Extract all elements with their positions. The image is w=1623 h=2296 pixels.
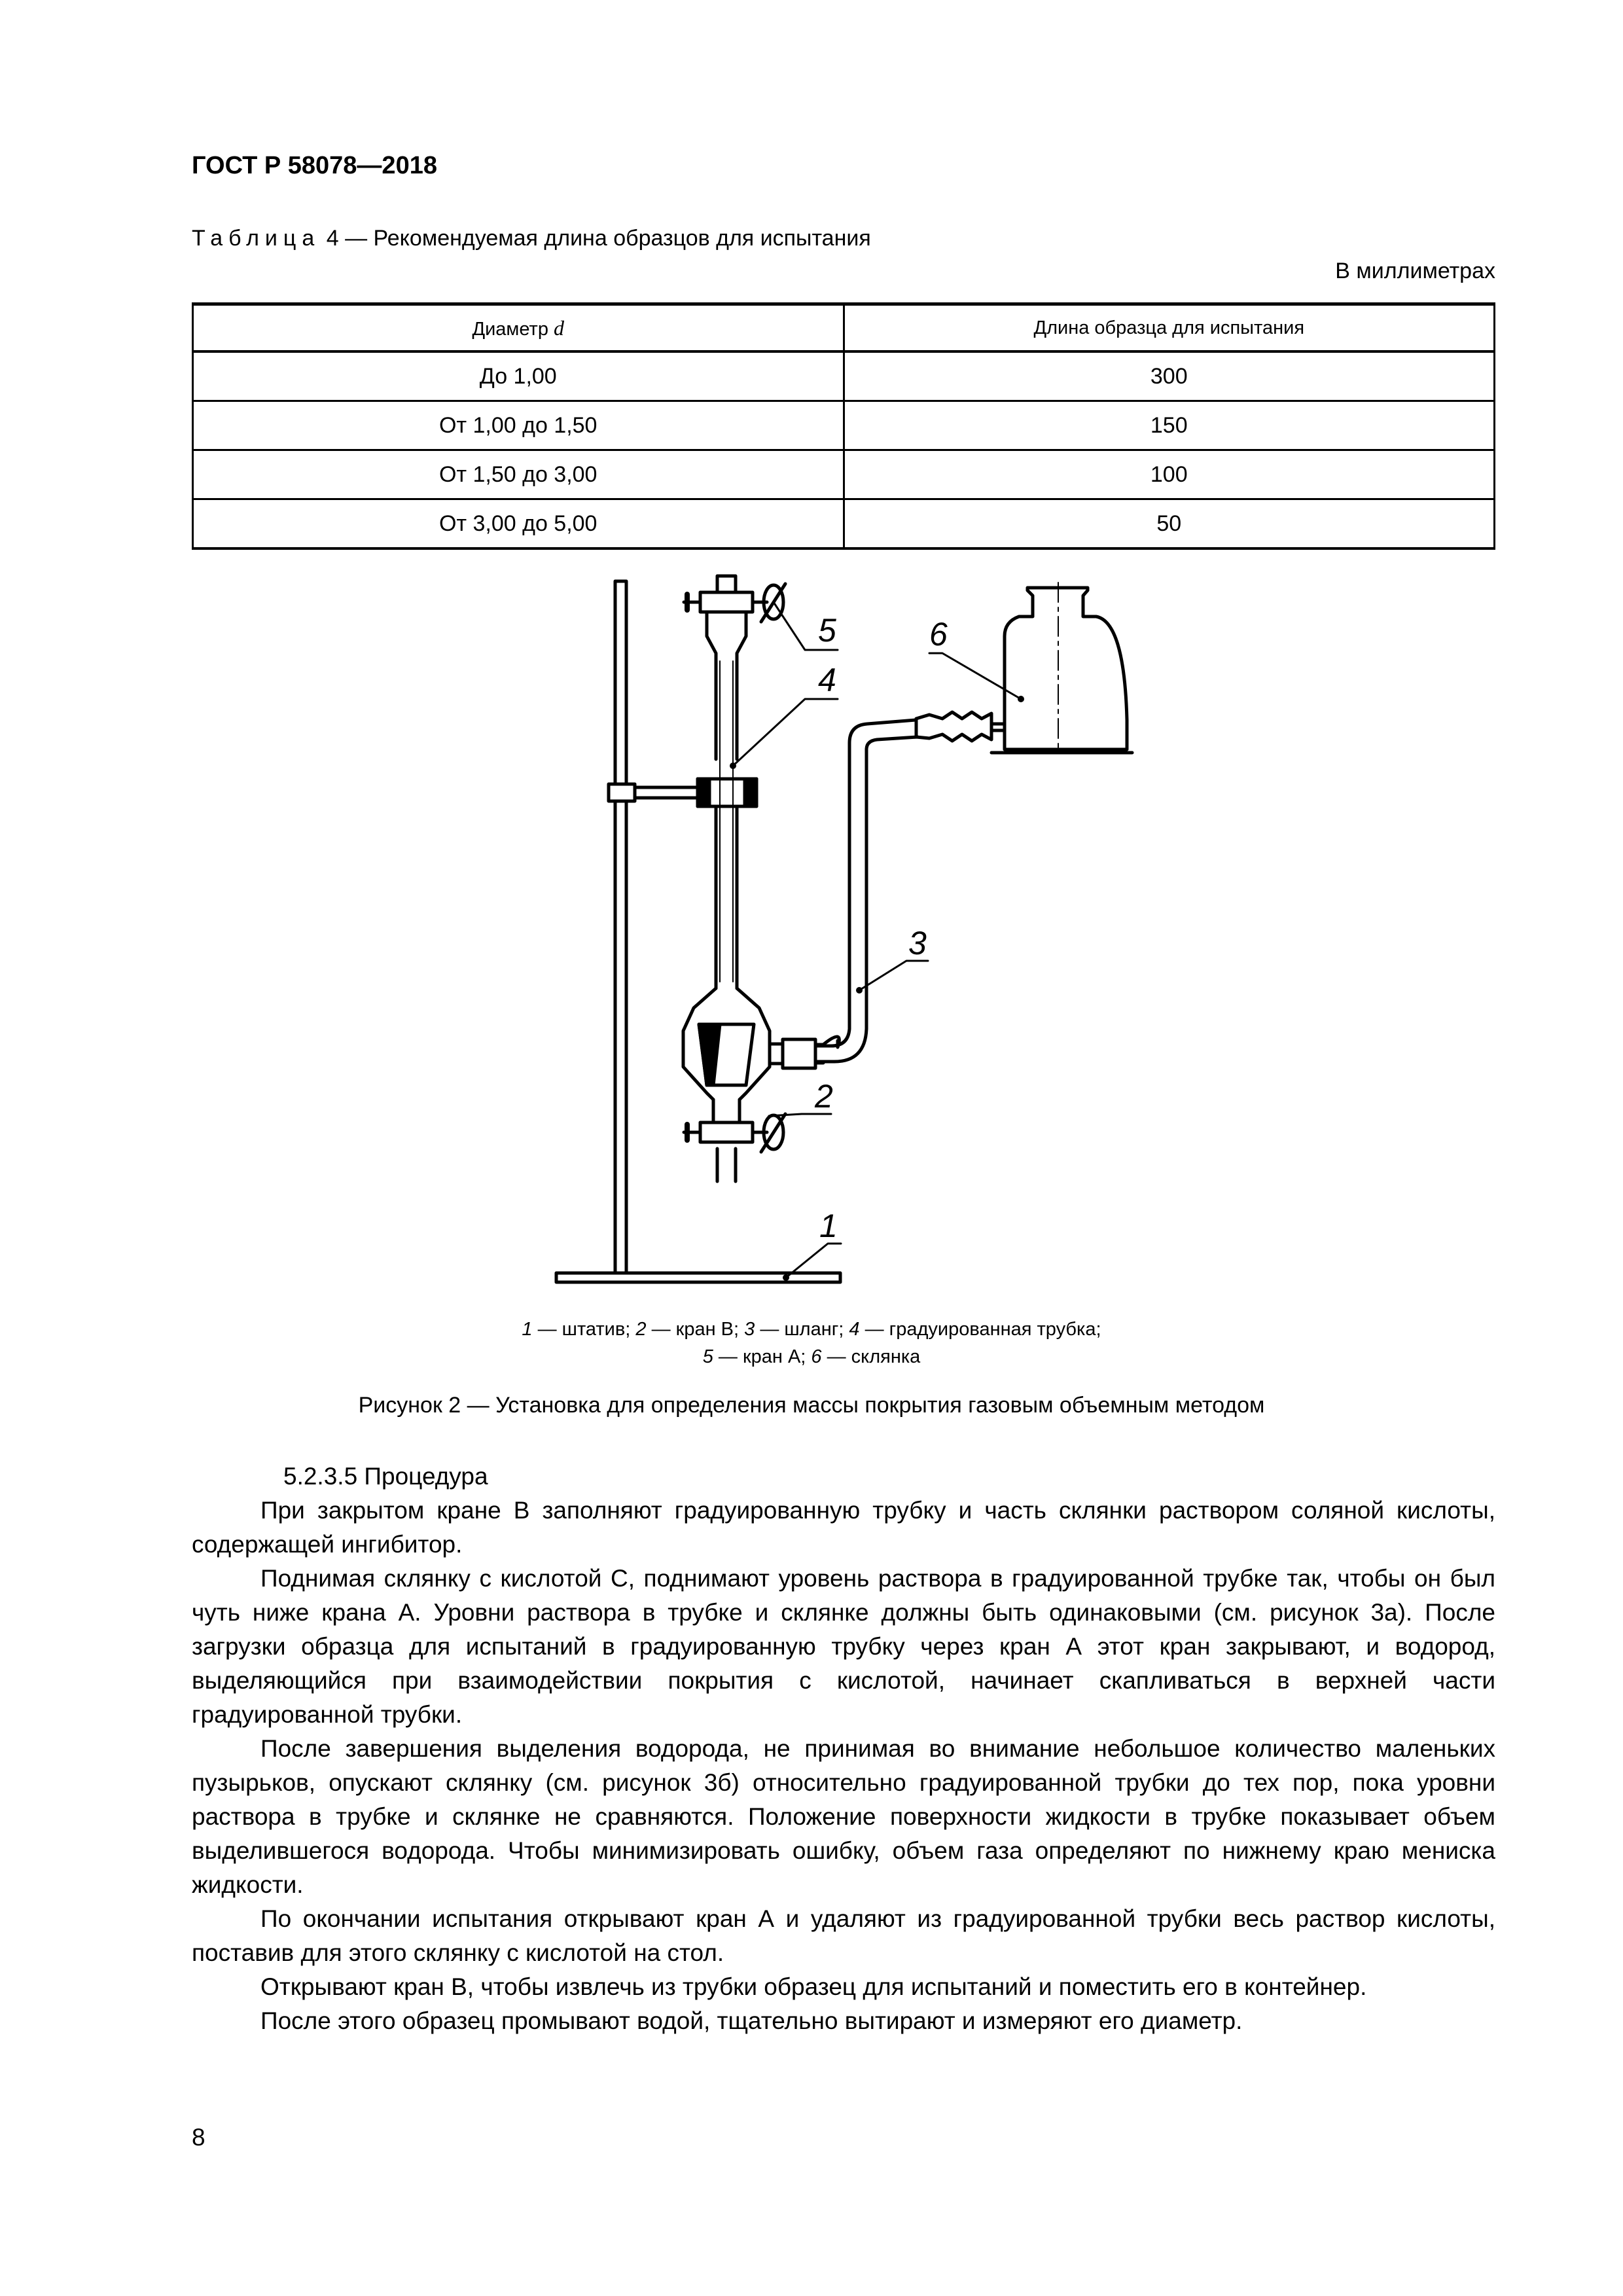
cell-length: 150: [844, 401, 1495, 450]
legend-text: — градуированная трубка;: [859, 1319, 1101, 1340]
legend-text: — кран В;: [646, 1319, 745, 1340]
callout-3: 3: [908, 925, 927, 961]
header-length: Длина образца для испытания: [844, 304, 1495, 352]
legend-num: 1: [522, 1319, 533, 1340]
paragraph: При закрытом кране В заполняют градуированную трубку и часть склянки раствором соляной кислоты, содержащей ингибитор.: [192, 1497, 1495, 1558]
callout-dot-4: [730, 762, 736, 769]
callout-2: 2: [815, 1078, 833, 1115]
cell-diameter: До 1,00: [193, 351, 844, 401]
legend-text: — кран А;: [713, 1346, 812, 1367]
leader-3: [859, 961, 928, 990]
table-row: [193, 401, 1495, 450]
paragraph: Поднимая склянку с кислотой С, поднимают уровень раствора в градуированной трубке так, чтобы он был чуть ниже крана А. Уровни раствора в трубке и склянке должны быть одинаковыми (см. рисунок 3а). После загрузки образца для испытаний в градуированную трубку через кран А этот кран закрывают, и водород, выделяющийся при взаимодействии покрытия с кислотой, начинает скапливаться в верхней части градуированной трубки.: [192, 1565, 1495, 1728]
hose-connector: [815, 1037, 839, 1063]
legend-num: 5: [702, 1346, 713, 1367]
legend-num: 2: [635, 1319, 647, 1340]
connector-tip: [991, 724, 1005, 730]
units-note: В миллиметрах: [1335, 259, 1495, 283]
legend-text: — шланг;: [755, 1319, 849, 1340]
paragraph: По окончании испытания открывают кран А и удаляют из градуированной трубки весь раствор кислоты, поставив для этого склянку с кислотой на стол.: [192, 1905, 1495, 1966]
leader-6: [929, 653, 1021, 699]
table-row: [193, 351, 1495, 401]
callout-dot-6: [1018, 696, 1024, 702]
header-diameter-text: Диаметр: [472, 318, 554, 340]
paragraph: После этого образец промывают водой, тщательно вытирают и измеряют его диаметр.: [260, 2007, 1243, 2034]
cell-diameter: От 1,00 до 1,50: [193, 401, 844, 450]
table-caption-label: Таблица: [192, 226, 321, 251]
diameter-symbol: d: [554, 315, 565, 340]
hose-outer: [815, 737, 918, 1062]
nozzle-fitting: [783, 1039, 815, 1068]
legend-line-1: [0, 1316, 1623, 1343]
bottle-outline: [1005, 588, 1127, 749]
legend-text: — склянка: [821, 1346, 921, 1367]
page-number: 8: [192, 2124, 205, 2151]
clamp-arm: [635, 787, 698, 798]
figure-legend: [0, 1316, 1623, 1371]
tube-upper-section: [707, 612, 746, 759]
callout-1: 1: [819, 1208, 838, 1244]
legend-num: 3: [744, 1319, 755, 1340]
stand-base: [556, 1273, 840, 1282]
apparatus-diagram: [0, 563, 1623, 1309]
tube-top-stem: [717, 576, 736, 592]
callout-4: 4: [818, 662, 836, 698]
leader-4: [733, 699, 838, 766]
cell-diameter: От 1,50 до 3,00: [193, 450, 844, 499]
paragraph: После завершения выделения водорода, не принимая во внимание небольшое количество маленьких пузырьков, опускают склянку (см. рисунок 3б) относительно градуированной трубки до тех пор, пока уровни раствора в трубке и склянке не сравняются. Положение поверхности жидкости в трубке показывает объем выделившегося водорода. Чтобы минимизировать ошибку, объем газа определяют по нижнему краю мениска жидкости.: [192, 1735, 1495, 1898]
figure-apparatus: [0, 563, 1623, 1312]
tube-inner-bore: [720, 661, 733, 982]
table-row: [193, 450, 1495, 499]
bottle-connector: [916, 712, 991, 741]
sample-length-table: [192, 302, 1495, 550]
section-title: 5.2.3.5 Процедура: [283, 1463, 488, 1490]
document-code: ГОСТ Р 58078—2018: [192, 152, 437, 179]
tube-lower-section: [716, 806, 737, 988]
callout-5: 5: [818, 612, 836, 649]
callout-6: 6: [929, 616, 948, 653]
clamp-pad-left: [698, 779, 709, 806]
paragraph: Открывают кран В, чтобы извлечь из трубки образец для испытаний и поместить его в контейнер.: [260, 1973, 1367, 2000]
clamp-pad-right: [745, 779, 757, 806]
cell-length: 100: [844, 450, 1495, 499]
legend-num: 4: [849, 1319, 860, 1340]
cell-length: 50: [844, 499, 1495, 549]
header-diameter: [193, 304, 844, 352]
upper-valve-body: [700, 592, 753, 612]
callout-dot-3: [856, 987, 863, 994]
table-header-row: [193, 304, 1495, 352]
cone-shading: [699, 1024, 720, 1085]
bulb-outline: [683, 988, 770, 1100]
cell-diameter: От 3,00 до 5,00: [193, 499, 844, 549]
callout-dot-1: [783, 1274, 789, 1281]
cell-length: 300: [844, 351, 1495, 401]
lower-valve-body: [700, 1122, 753, 1142]
stand-rod: [615, 581, 626, 1273]
table-row: [193, 499, 1495, 549]
procedure-section: [192, 1460, 1495, 2038]
clamp-block: [609, 784, 635, 801]
side-nozzle: [770, 1044, 783, 1064]
figure-caption: Рисунок 2 — Установка для определения массы покрытия газовым объемным методом: [358, 1393, 1265, 1418]
legend-line-2: [0, 1343, 1623, 1371]
table-caption: [192, 226, 871, 251]
table-caption-text: 4 — Рекомендуемая длина образцов для испытания: [320, 226, 871, 251]
legend-text: — штатив;: [532, 1319, 636, 1340]
legend-num: 6: [811, 1346, 822, 1367]
